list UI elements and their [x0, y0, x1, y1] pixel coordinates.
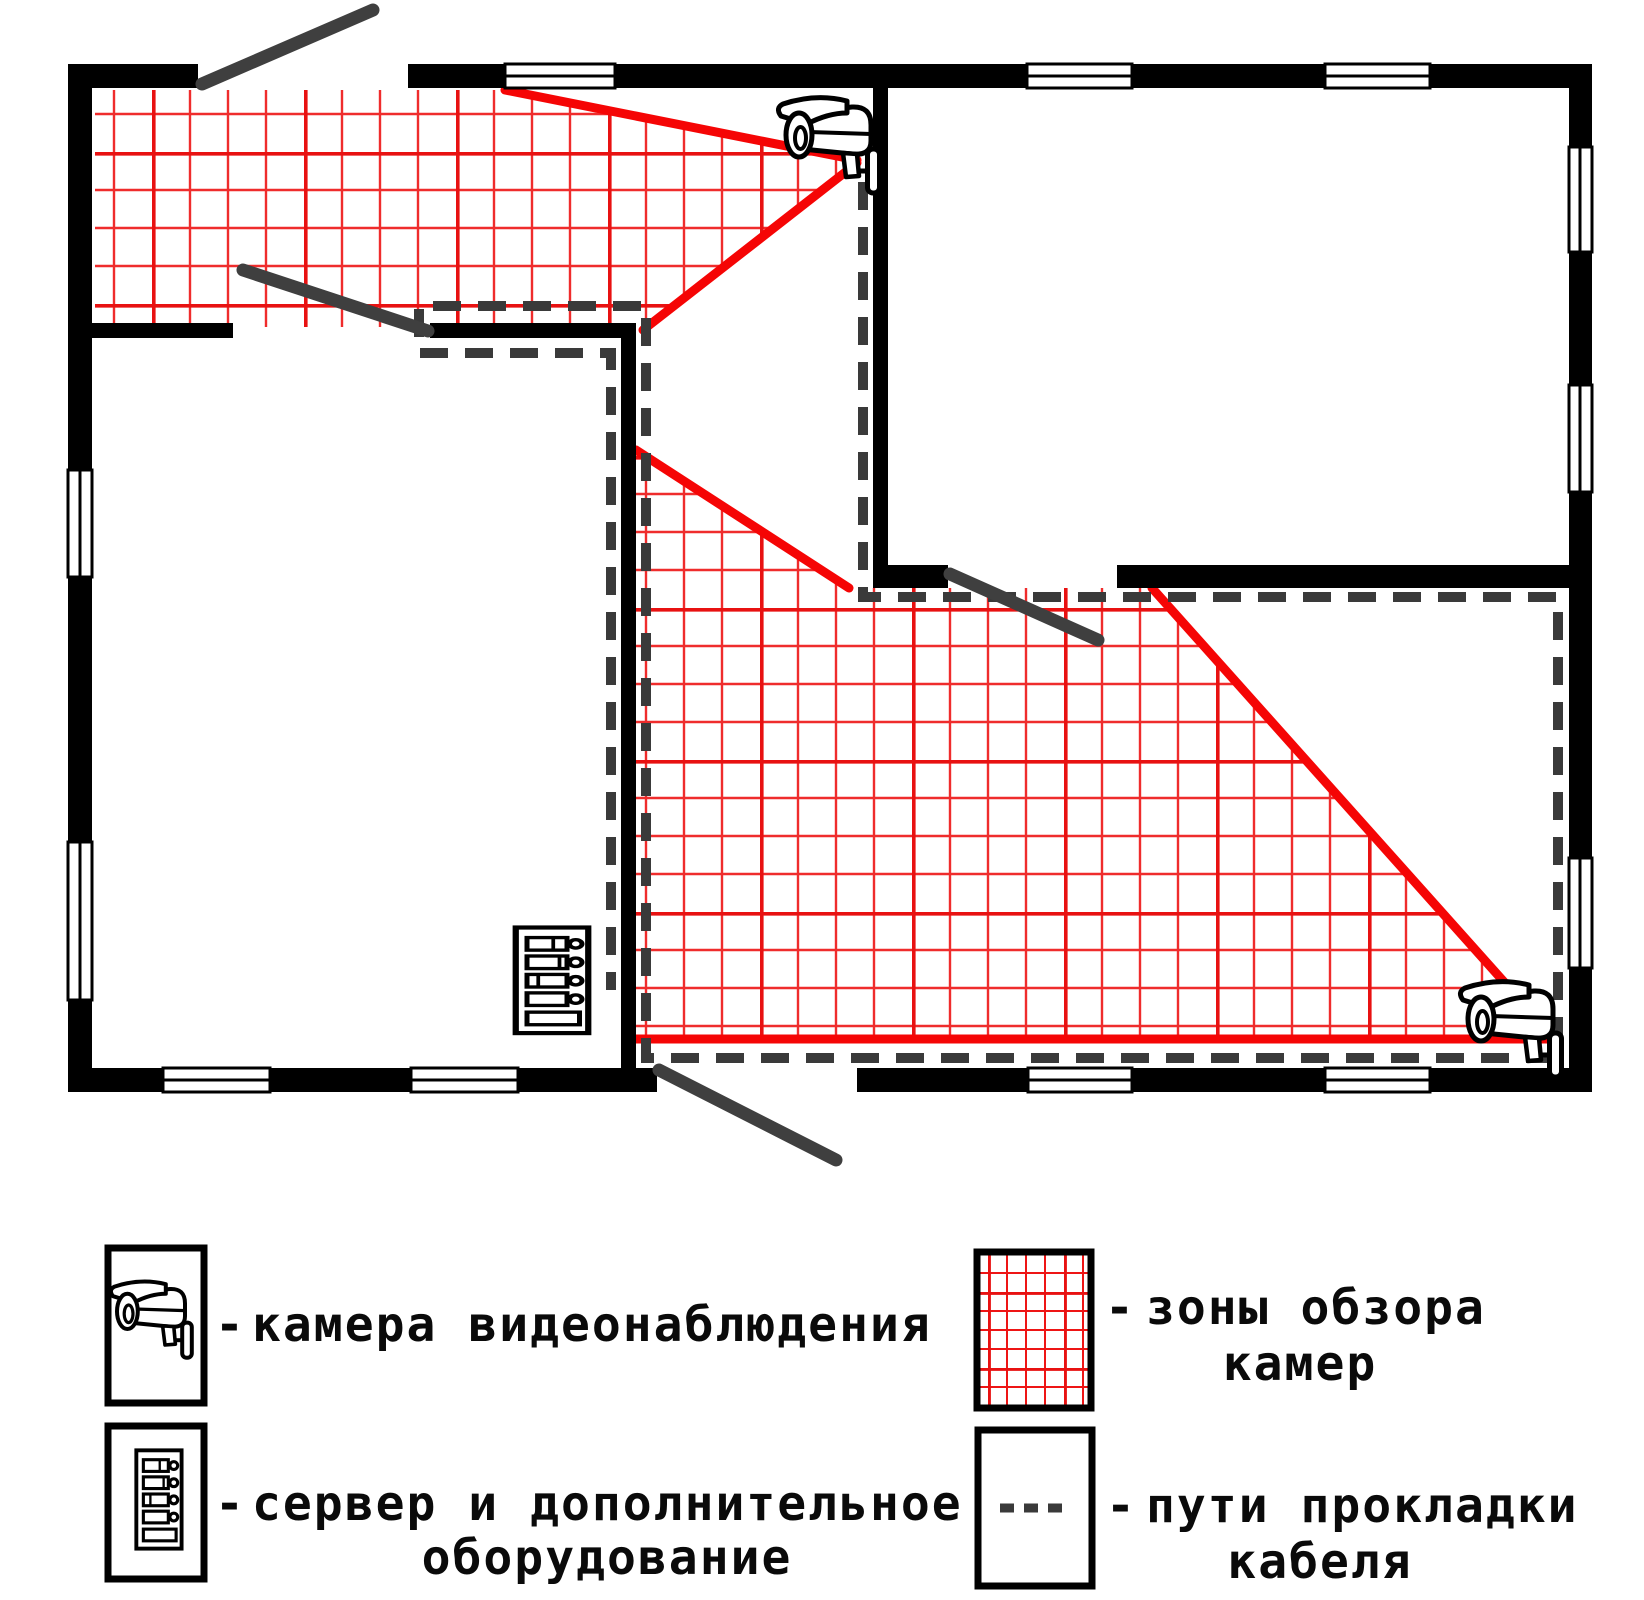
- wall-segment: [1569, 492, 1592, 858]
- door-swing: [202, 10, 373, 84]
- door-swing: [659, 1070, 836, 1160]
- legend-hatch-fill: [980, 1255, 1088, 1405]
- wall-segment: [1132, 1068, 1325, 1092]
- legend-server-label-line1: сервер и дополнительное: [252, 1476, 963, 1532]
- wall-segment: [1117, 565, 1569, 588]
- window: [1569, 858, 1592, 968]
- legend-server-label-line2: оборудование: [421, 1530, 793, 1586]
- wall-segment: [873, 565, 948, 588]
- wall-segment: [857, 1068, 1028, 1092]
- wall-segment: [68, 1000, 92, 1092]
- wall-segment: [615, 64, 1027, 88]
- wall-segment: [1569, 64, 1592, 147]
- server-rack-icon: [516, 928, 589, 1034]
- legend-camera-dash: -: [215, 1297, 246, 1353]
- window: [1569, 385, 1592, 492]
- legend-cable-label-line2: кабеля: [1227, 1534, 1413, 1590]
- wall-segment: [1430, 1068, 1592, 1092]
- legend-zones-label-line2: камер: [1222, 1336, 1378, 1392]
- wall-segment: [1569, 252, 1592, 385]
- window: [505, 64, 615, 88]
- legend: [108, 1248, 1579, 1590]
- window: [1325, 64, 1430, 88]
- window: [1028, 1068, 1132, 1092]
- window: [1027, 64, 1132, 88]
- wall-segment: [1430, 64, 1592, 88]
- wall-segment: [92, 323, 233, 338]
- legend-server-rack-icon: [136, 1450, 181, 1548]
- legend-zones-dash: -: [1105, 1280, 1136, 1336]
- window: [68, 842, 92, 1000]
- window: [163, 1068, 270, 1092]
- window: [1325, 1068, 1430, 1092]
- legend-server-dash: -: [215, 1476, 246, 1532]
- legend-cable-dash: -: [1106, 1478, 1137, 1534]
- wall-segment: [621, 338, 636, 1068]
- wall-segment: [68, 577, 92, 842]
- wall-segment: [1132, 64, 1325, 88]
- legend-cable-label-line1: пути прокладки: [1146, 1478, 1579, 1534]
- legend-camera-label: камера видеонаблюдения: [252, 1297, 932, 1353]
- window: [411, 1068, 518, 1092]
- camera1-view-zone: [95, 90, 857, 327]
- window: [1569, 147, 1592, 252]
- legend-zones-label-line1: зоны обзора: [1146, 1280, 1486, 1336]
- wall-segment: [270, 1068, 411, 1092]
- wall-segment: [68, 64, 92, 470]
- window: [68, 470, 92, 577]
- wall-segment: [430, 323, 636, 338]
- wall-segment: [518, 1068, 657, 1092]
- wall-segment: [408, 64, 505, 88]
